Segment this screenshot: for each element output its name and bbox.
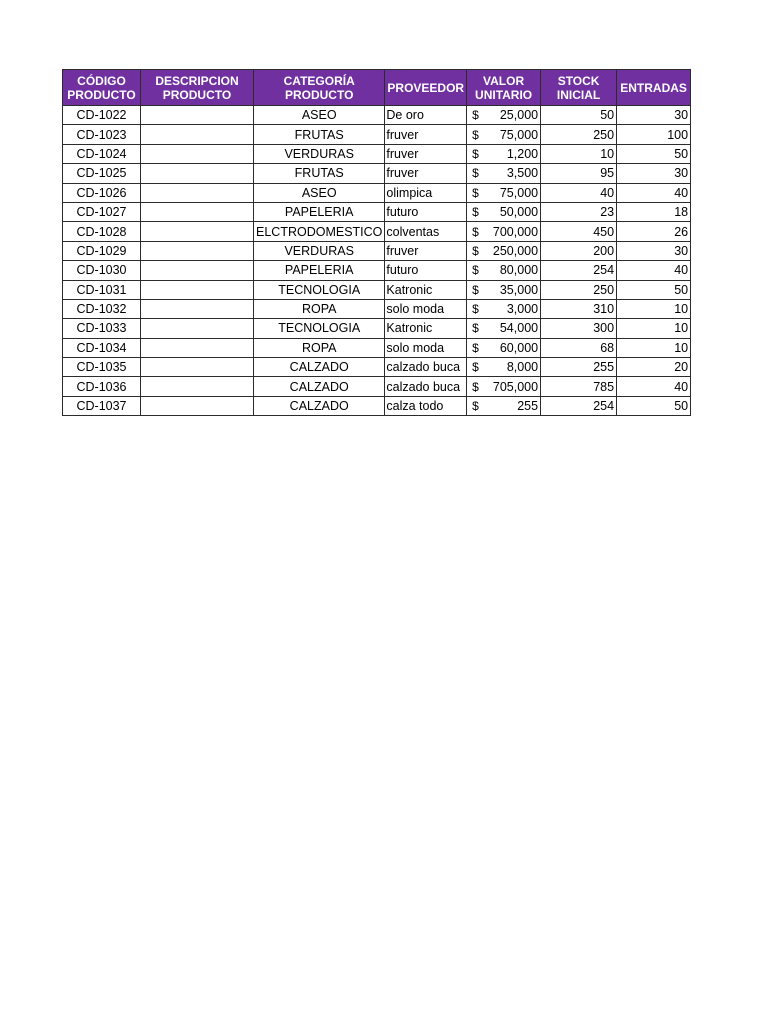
table-body <box>63 106 691 416</box>
table-row <box>63 280 691 299</box>
header-initial-stock[interactable]: STOCK INICIAL <box>541 70 617 106</box>
cell-initial-stock[interactable]: 450 <box>541 222 617 241</box>
cell-unit-price[interactable] <box>467 261 541 280</box>
cell-description[interactable] <box>141 338 254 357</box>
cell-initial-stock[interactable]: 254 <box>541 261 617 280</box>
header-code[interactable]: CÓDIGO PRODUCTO <box>63 70 141 106</box>
cell-description[interactable] <box>141 202 254 221</box>
price-amount: 3,500 <box>506 166 539 181</box>
currency-symbol: $ <box>472 379 479 394</box>
currency-symbol: $ <box>472 146 479 161</box>
cell-supplier[interactable]: fruver <box>385 125 467 144</box>
cell-code[interactable]: CD-1037 <box>63 396 141 415</box>
cell-unit-price[interactable] <box>467 125 541 144</box>
cell-initial-stock[interactable]: 200 <box>541 241 617 260</box>
cell-entries[interactable]: 20 <box>617 358 691 377</box>
price-amount: 50,000 <box>499 205 539 220</box>
price-amount: 700,000 <box>492 224 539 239</box>
cell-unit-price[interactable] <box>467 280 541 299</box>
cell-description[interactable] <box>141 280 254 299</box>
cell-description[interactable] <box>141 125 254 144</box>
cell-category[interactable]: ELCTRODOMESTICO <box>254 222 385 241</box>
cell-supplier[interactable]: fruver <box>385 164 467 183</box>
cell-unit-price[interactable] <box>467 299 541 318</box>
price-amount: 25,000 <box>499 108 539 123</box>
cell-description[interactable] <box>141 222 254 241</box>
cell-entries[interactable]: 40 <box>617 183 691 202</box>
cell-description[interactable] <box>141 396 254 415</box>
cell-category[interactable]: PAPELERIA <box>254 261 385 280</box>
cell-category[interactable]: CALZADO <box>254 377 385 396</box>
cell-entries[interactable]: 18 <box>617 202 691 221</box>
cell-category[interactable]: ROPA <box>254 299 385 318</box>
cell-entries[interactable]: 30 <box>617 164 691 183</box>
cell-initial-stock[interactable]: 250 <box>541 125 617 144</box>
table-row <box>63 144 691 163</box>
table-row <box>63 261 691 280</box>
table-row <box>63 396 691 415</box>
cell-category[interactable]: ASEO <box>254 106 385 125</box>
price-amount: 35,000 <box>499 282 539 297</box>
cell-initial-stock[interactable]: 68 <box>541 338 617 357</box>
currency-symbol: $ <box>472 399 479 414</box>
cell-supplier[interactable]: calzado buca <box>385 358 467 377</box>
cell-supplier[interactable]: calzado buca <box>385 377 467 396</box>
cell-supplier[interactable]: solo moda <box>385 338 467 357</box>
cell-entries[interactable]: 30 <box>617 241 691 260</box>
cell-unit-price[interactable] <box>467 144 541 163</box>
cell-code[interactable]: CD-1034 <box>63 338 141 357</box>
cell-entries[interactable]: 50 <box>617 280 691 299</box>
cell-unit-price[interactable] <box>467 338 541 357</box>
cell-code[interactable]: CD-1025 <box>63 164 141 183</box>
cell-supplier[interactable]: solo moda <box>385 299 467 318</box>
cell-initial-stock[interactable]: 10 <box>541 144 617 163</box>
cell-code[interactable]: CD-1022 <box>63 106 141 125</box>
cell-entries[interactable]: 50 <box>617 396 691 415</box>
cell-description[interactable] <box>141 377 254 396</box>
currency-symbol: $ <box>472 108 479 123</box>
cell-supplier[interactable]: fruver <box>385 144 467 163</box>
price-amount: 3,000 <box>506 302 539 317</box>
price-amount: 705,000 <box>492 379 539 394</box>
cell-category[interactable]: FRUTAS <box>254 125 385 144</box>
cell-code[interactable]: CD-1035 <box>63 358 141 377</box>
cell-supplier[interactable]: calza todo <box>385 396 467 415</box>
cell-code[interactable]: CD-1033 <box>63 319 141 338</box>
cell-unit-price[interactable] <box>467 319 541 338</box>
cell-initial-stock[interactable]: 23 <box>541 202 617 221</box>
cell-description[interactable] <box>141 144 254 163</box>
cell-code[interactable]: CD-1036 <box>63 377 141 396</box>
price-amount: 250,000 <box>492 243 539 258</box>
cell-category[interactable]: FRUTAS <box>254 164 385 183</box>
price-amount: 54,000 <box>499 321 539 336</box>
cell-code[interactable]: CD-1024 <box>63 144 141 163</box>
cell-initial-stock[interactable]: 95 <box>541 164 617 183</box>
table-row <box>63 358 691 377</box>
table-row <box>63 299 691 318</box>
cell-initial-stock[interactable]: 255 <box>541 358 617 377</box>
cell-code[interactable]: CD-1030 <box>63 261 141 280</box>
cell-unit-price[interactable] <box>467 183 541 202</box>
cell-category[interactable]: ROPA <box>254 338 385 357</box>
table-row <box>63 106 691 125</box>
cell-description[interactable] <box>141 183 254 202</box>
cell-initial-stock[interactable]: 250 <box>541 280 617 299</box>
cell-unit-price[interactable] <box>467 222 541 241</box>
currency-symbol: $ <box>472 166 479 181</box>
cell-supplier[interactable]: olimpica <box>385 183 467 202</box>
cell-initial-stock[interactable]: 254 <box>541 396 617 415</box>
cell-code[interactable]: CD-1023 <box>63 125 141 144</box>
cell-entries[interactable]: 40 <box>617 377 691 396</box>
cell-description[interactable] <box>141 319 254 338</box>
currency-symbol: $ <box>472 224 479 239</box>
cell-unit-price[interactable] <box>467 358 541 377</box>
cell-description[interactable] <box>141 241 254 260</box>
cell-code[interactable]: CD-1032 <box>63 299 141 318</box>
price-amount: 8,000 <box>506 360 539 375</box>
header-supplier[interactable]: PROVEEDOR <box>385 70 467 106</box>
table-row <box>63 183 691 202</box>
cell-unit-price[interactable] <box>467 202 541 221</box>
cell-code[interactable]: CD-1031 <box>63 280 141 299</box>
cell-supplier[interactable]: fruver <box>385 241 467 260</box>
cell-entries[interactable]: 50 <box>617 144 691 163</box>
cell-code[interactable]: CD-1029 <box>63 241 141 260</box>
cell-category[interactable]: ASEO <box>254 183 385 202</box>
cell-supplier[interactable]: Katronic <box>385 280 467 299</box>
table-row <box>63 222 691 241</box>
price-amount: 255 <box>517 399 539 414</box>
cell-initial-stock[interactable]: 785 <box>541 377 617 396</box>
cell-initial-stock[interactable]: 310 <box>541 299 617 318</box>
currency-symbol: $ <box>472 263 479 278</box>
cell-supplier[interactable]: futuro <box>385 261 467 280</box>
cell-unit-price[interactable] <box>467 164 541 183</box>
cell-category[interactable]: TECNOLOGIA <box>254 280 385 299</box>
header-description[interactable]: DESCRIPCION PRODUCTO <box>141 70 254 106</box>
cell-category[interactable]: TECNOLOGIA <box>254 319 385 338</box>
price-amount: 75,000 <box>499 185 539 200</box>
cell-unit-price[interactable] <box>467 396 541 415</box>
currency-symbol: $ <box>472 340 479 355</box>
cell-supplier[interactable]: futuro <box>385 202 467 221</box>
currency-symbol: $ <box>472 282 479 297</box>
cell-description[interactable] <box>141 164 254 183</box>
inventory-table <box>62 69 691 416</box>
cell-category[interactable]: VERDURAS <box>254 144 385 163</box>
table-row <box>63 202 691 221</box>
cell-entries[interactable]: 100 <box>617 125 691 144</box>
currency-symbol: $ <box>472 243 479 258</box>
header-row <box>63 70 691 106</box>
currency-symbol: $ <box>472 185 479 200</box>
cell-unit-price[interactable] <box>467 106 541 125</box>
cell-supplier[interactable]: De oro <box>385 106 467 125</box>
cell-code[interactable]: CD-1027 <box>63 202 141 221</box>
header-unit-price[interactable]: VALOR UNITARIO <box>467 70 541 106</box>
cell-supplier[interactable]: Katronic <box>385 319 467 338</box>
table-row <box>63 241 691 260</box>
cell-category[interactable]: CALZADO <box>254 396 385 415</box>
cell-entries[interactable]: 10 <box>617 338 691 357</box>
cell-category[interactable]: VERDURAS <box>254 241 385 260</box>
cell-code[interactable]: CD-1026 <box>63 183 141 202</box>
cell-category[interactable]: PAPELERIA <box>254 202 385 221</box>
table-row <box>63 338 691 357</box>
currency-symbol: $ <box>472 321 479 336</box>
cell-category[interactable]: CALZADO <box>254 358 385 377</box>
cell-description[interactable] <box>141 299 254 318</box>
cell-supplier[interactable]: colventas <box>385 222 467 241</box>
price-amount: 80,000 <box>499 263 539 278</box>
cell-code[interactable]: CD-1028 <box>63 222 141 241</box>
cell-description[interactable] <box>141 358 254 377</box>
currency-symbol: $ <box>472 127 479 142</box>
cell-description[interactable] <box>141 106 254 125</box>
cell-entries[interactable]: 10 <box>617 319 691 338</box>
cell-initial-stock[interactable]: 50 <box>541 106 617 125</box>
cell-entries[interactable]: 40 <box>617 261 691 280</box>
cell-entries[interactable]: 26 <box>617 222 691 241</box>
cell-initial-stock[interactable]: 300 <box>541 319 617 338</box>
price-amount: 1,200 <box>506 146 539 161</box>
currency-symbol: $ <box>472 205 479 220</box>
currency-symbol: $ <box>472 302 479 317</box>
price-amount: 75,000 <box>499 127 539 142</box>
table-row <box>63 377 691 396</box>
header-entries[interactable]: ENTRADAS <box>617 70 691 106</box>
cell-description[interactable] <box>141 261 254 280</box>
currency-symbol: $ <box>472 360 479 375</box>
table-row <box>63 319 691 338</box>
table-row <box>63 164 691 183</box>
cell-entries[interactable]: 10 <box>617 299 691 318</box>
table-row <box>63 125 691 144</box>
header-category[interactable]: CATEGORÍA PRODUCTO <box>254 70 385 106</box>
cell-initial-stock[interactable]: 40 <box>541 183 617 202</box>
cell-entries[interactable]: 30 <box>617 106 691 125</box>
cell-unit-price[interactable] <box>467 377 541 396</box>
price-amount: 60,000 <box>499 340 539 355</box>
cell-unit-price[interactable] <box>467 241 541 260</box>
